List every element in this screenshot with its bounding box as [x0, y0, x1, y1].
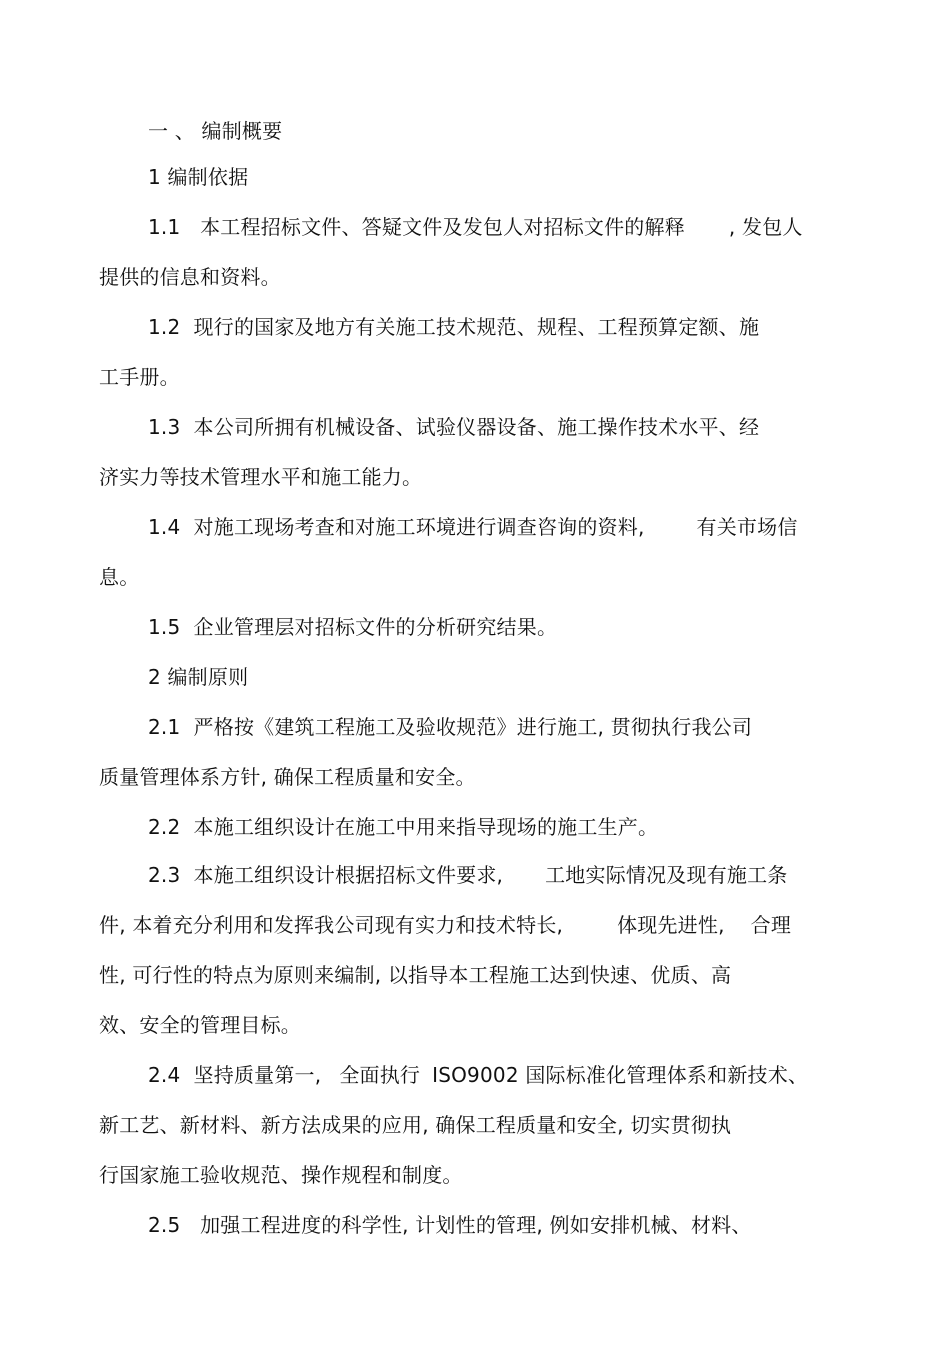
paragraph-2-3-line-2 [99, 911, 791, 939]
paragraph-text: 有关市场信 [696, 515, 798, 539]
paragraph-text: 件, 本着充分利用和发挥我公司现有实力和技术特长, [99, 913, 564, 937]
paragraph-1-3-line-2: 济实力等技术管理水平和施工能力。 [99, 465, 423, 489]
section-heading: 一 、 编制概要 [148, 119, 283, 143]
paragraph-text: 工地实际情况及现有施工条 [545, 863, 788, 887]
paragraph-2-4-line-3: 行国家施工验收规范、操作规程和制度。 [99, 1163, 463, 1187]
paragraph-number: 1.5 [148, 615, 181, 639]
paragraph-number: 2.4 [148, 1063, 181, 1087]
paragraph-text: 合理 [750, 913, 792, 937]
paragraph-2-1-line-1 [148, 713, 752, 741]
paragraph-text: 本施工组织设计在施工中用来指导现场的施工生产。 [193, 815, 659, 839]
paragraph-1-3-line-1 [148, 413, 759, 441]
paragraph-2-4-line-1 [148, 1061, 808, 1089]
paragraph-1-2-line-2: 工手册。 [99, 365, 180, 389]
paragraph-text: 本工程招标文件、答疑文件及发包人对招标文件的解释 [200, 215, 685, 239]
paragraph-text: 现行的国家及地方有关施工技术规范、规程、工程预算定额、施 [193, 315, 760, 339]
paragraph-text: , 发包人 [728, 215, 803, 239]
paragraph-text: 对施工现场考查和对施工环境进行调查咨询的资料, [193, 515, 645, 539]
paragraph-1-1-line-1 [148, 213, 803, 241]
paragraph-number: 1.3 [148, 415, 181, 439]
paragraph-number: 1.4 [148, 515, 181, 539]
paragraph-2-3-line-3: 性, 可行性的特点为原则来编制, 以指导本工程施工达到快速、优质、高 [99, 963, 732, 987]
paragraph-2-1-line-2: 质量管理体系方针, 确保工程质量和安全。 [99, 765, 476, 789]
paragraph-text: 企业管理层对招标文件的分析研究结果。 [193, 615, 558, 639]
paragraph-1-5-line-1 [148, 613, 557, 641]
paragraph-2-3-line-1 [148, 861, 788, 889]
paragraph-2-5-line-1 [148, 1211, 752, 1239]
paragraph-text: 加强工程进度的科学性, 计划性的管理, 例如安排机械、材料、 [200, 1213, 752, 1237]
paragraph-text: 严格按《建筑工程施工及验收规范》进行施工, 贯彻执行我公司 [193, 715, 753, 739]
section-1-title: 1 编制依据 [148, 165, 249, 189]
paragraph-text: 坚持质量第一, [193, 1063, 322, 1087]
paragraph-text: 本公司所拥有机械设备、试验仪器设备、施工操作技术水平、经 [193, 415, 760, 439]
paragraph-number: 2.5 [148, 1213, 181, 1237]
paragraph-number: 2.2 [148, 815, 181, 839]
section-2-title: 2 编制原则 [148, 665, 249, 689]
paragraph-1-4-line-2: 息。 [99, 565, 140, 589]
paragraph-number: 2.3 [148, 863, 181, 887]
paragraph-1-2-line-1 [148, 313, 759, 341]
paragraph-2-3-line-4: 效、安全的管理目标。 [99, 1013, 301, 1037]
paragraph-1-4-line-1 [148, 513, 798, 541]
paragraph-number: 1.2 [148, 315, 181, 339]
paragraph-text: 本施工组织设计根据招标文件要求, [193, 863, 504, 887]
paragraph-1-1-line-2: 提供的信息和资料。 [99, 265, 281, 289]
paragraph-text: 体现先进性, [617, 913, 725, 937]
paragraph-text: ISO9002 国际标准化管理体系和新技术、 [432, 1063, 809, 1087]
paragraph-text: 全面执行 [339, 1063, 421, 1087]
paragraph-number: 1.1 [148, 215, 181, 239]
paragraph-number: 2.1 [148, 715, 181, 739]
paragraph-2-4-line-2: 新工艺、新材料、新方法成果的应用, 确保工程质量和安全, 切实贯彻执 [99, 1113, 732, 1137]
paragraph-2-2-line-1 [148, 813, 658, 841]
